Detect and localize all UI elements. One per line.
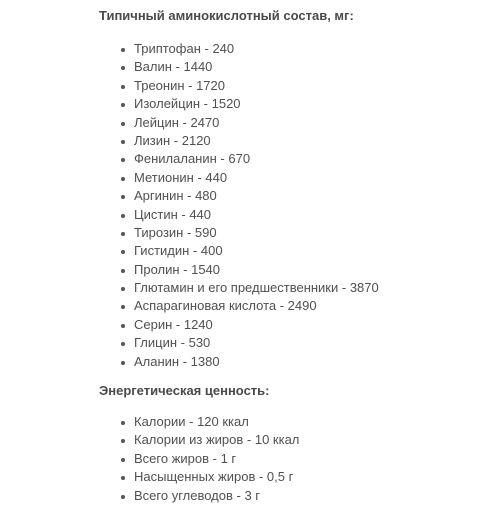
list-item-text: Гистидин - 400 xyxy=(134,243,223,259)
bullet-icon xyxy=(121,495,125,499)
list-item xyxy=(99,40,494,58)
list-item xyxy=(99,297,494,315)
list-item xyxy=(99,169,494,187)
list-item-text: Всего углеводов - 3 г xyxy=(134,487,261,503)
list-item xyxy=(99,114,494,132)
bullet-icon xyxy=(121,250,125,254)
list-item xyxy=(99,413,494,431)
list-item xyxy=(99,353,494,371)
energy-value-heading: Энергетическая ценность: xyxy=(99,383,270,399)
amino-acid-heading: Типичный аминокислотный состав, мг: xyxy=(99,8,354,23)
list-item-text: Лизин - 2120 xyxy=(134,132,211,148)
list-item-text: Лейцин - 2470 xyxy=(134,114,220,130)
list-item xyxy=(99,242,494,260)
amino-acid-list xyxy=(99,40,494,371)
list-item-text: Триптофан - 240 xyxy=(134,41,235,56)
bullet-icon xyxy=(121,122,125,126)
energy-value-list xyxy=(99,413,494,505)
list-item xyxy=(99,224,494,242)
list-item xyxy=(99,487,494,505)
list-item-text: Фенилаланин - 670 xyxy=(134,151,251,167)
list-item xyxy=(99,261,494,279)
list-item-text: Цистин - 440 xyxy=(134,206,212,222)
bullet-icon xyxy=(121,324,125,328)
list-item-text: Калории из жиров - 10 ккал xyxy=(134,432,300,448)
list-item xyxy=(99,150,494,168)
list-item-text: Калории - 120 ккал xyxy=(134,414,249,430)
list-item-text: Валин - 1440 xyxy=(134,59,213,75)
list-item-text: Насыщенных жиров - 0,5 г xyxy=(134,469,294,485)
bullet-icon xyxy=(121,305,125,309)
list-item xyxy=(99,187,494,205)
list-item xyxy=(99,132,494,150)
list-item xyxy=(99,77,494,95)
list-item-text: Тирозин - 590 xyxy=(134,224,217,240)
bullet-icon xyxy=(121,269,125,273)
list-item-text: Аланин - 1380 xyxy=(134,353,220,369)
list-item-text: Аспарагиновая кислота - 2490 xyxy=(134,298,317,314)
list-item-text: Метионин - 440 xyxy=(134,169,228,185)
bullet-icon xyxy=(121,476,125,480)
list-item-text: Изолейцин - 1520 xyxy=(134,96,241,112)
bullet-icon xyxy=(121,439,125,443)
list-item xyxy=(99,316,494,334)
bullet-icon xyxy=(121,421,125,425)
bullet-icon xyxy=(121,140,125,144)
list-item xyxy=(99,334,494,352)
bullet-icon xyxy=(121,458,125,462)
list-item-text: Всего жиров - 1 г xyxy=(134,450,237,466)
list-item-text: Треонин - 1720 xyxy=(134,77,225,93)
bullet-icon xyxy=(121,287,125,291)
list-item xyxy=(99,450,494,468)
bullet-icon xyxy=(121,342,125,346)
list-item-text: Аргинин - 480 xyxy=(134,188,217,204)
list-item xyxy=(99,206,494,224)
list-item-text: Глютамин и его предшественники - 3870 xyxy=(134,280,379,296)
list-item xyxy=(99,279,494,297)
bullet-icon xyxy=(121,48,125,52)
list-item xyxy=(99,468,494,486)
bullet-icon xyxy=(121,158,125,162)
bullet-icon xyxy=(121,66,125,70)
bullet-icon xyxy=(121,232,125,236)
nutrition-info xyxy=(99,8,494,505)
bullet-icon xyxy=(121,214,125,218)
list-item xyxy=(99,431,494,449)
bullet-icon xyxy=(121,103,125,107)
bullet-icon xyxy=(121,361,125,365)
bullet-icon xyxy=(121,85,125,89)
list-item xyxy=(99,95,494,113)
list-item-text: Пролин - 1540 xyxy=(134,261,221,277)
list-item xyxy=(99,58,494,76)
list-item-text: Глицин - 530 xyxy=(134,335,211,351)
list-item-text: Серин - 1240 xyxy=(134,316,213,332)
bullet-icon xyxy=(121,195,125,199)
bullet-icon xyxy=(121,177,125,181)
